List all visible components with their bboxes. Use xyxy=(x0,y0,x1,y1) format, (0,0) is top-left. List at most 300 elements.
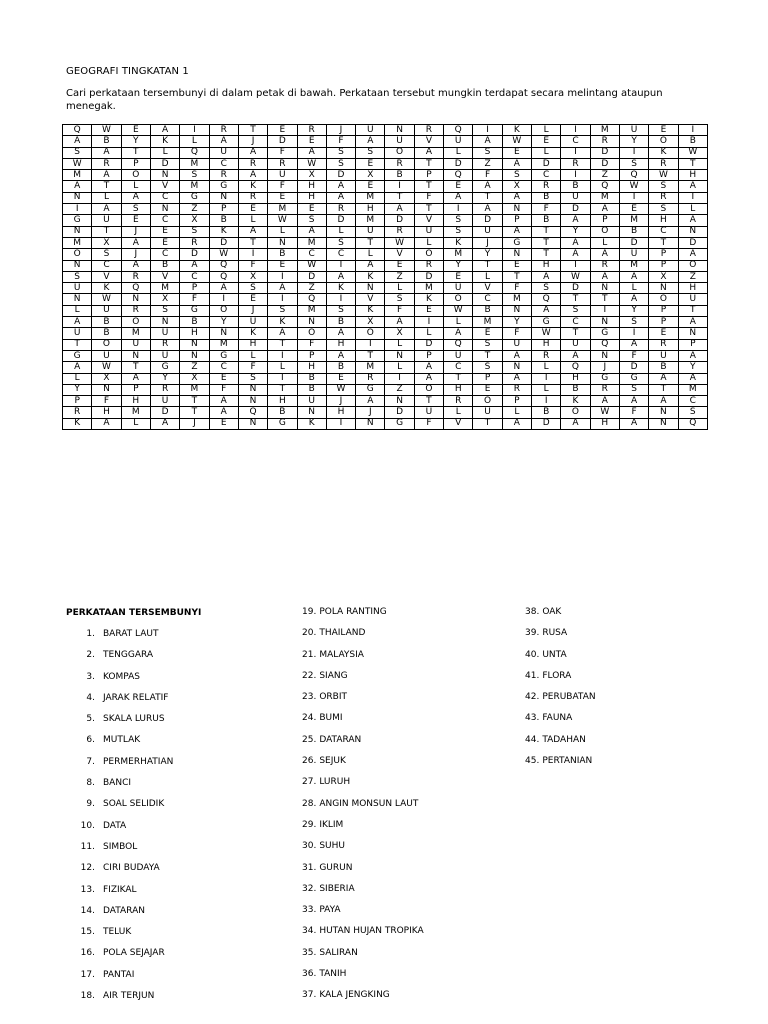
grid-cell: K xyxy=(444,237,473,248)
word-list-number: 1. xyxy=(86,629,95,639)
grid-row xyxy=(63,237,708,248)
grid-cell: W xyxy=(326,384,355,395)
grid-cell: C xyxy=(561,317,590,328)
word-list-word: PERUBATAN xyxy=(542,692,596,703)
grid-cell: Q xyxy=(297,294,326,305)
grid-cell: L xyxy=(92,192,121,203)
grid-cell: L xyxy=(121,418,150,429)
grid-cell: J xyxy=(238,305,267,316)
word-list-word: AIR TERJUN xyxy=(103,991,155,1002)
grid-cell: X xyxy=(150,294,179,305)
grid-cell: K xyxy=(268,317,297,328)
word-list-item xyxy=(302,862,424,883)
grid-cell: T xyxy=(473,350,502,361)
grid-cell: Q xyxy=(619,170,648,181)
grid-cell: U xyxy=(92,305,121,316)
grid-cell: T xyxy=(473,260,502,271)
grid-cell: R xyxy=(209,125,238,136)
word-list-word: SIBERIA xyxy=(319,883,355,894)
grid-cell: S xyxy=(619,317,648,328)
grid-cell: W xyxy=(590,407,619,418)
grid-row xyxy=(63,260,708,271)
grid-cell: K xyxy=(209,226,238,237)
grid-cell: Z xyxy=(678,271,707,282)
grid-cell: F xyxy=(502,328,531,339)
grid-cell: J xyxy=(326,396,355,407)
word-list-number: 24. xyxy=(302,713,317,724)
grid-cell: A xyxy=(678,249,707,260)
grid-cell: C xyxy=(209,158,238,169)
grid-cell: E xyxy=(297,204,326,215)
grid-cell: A xyxy=(326,271,355,282)
word-list-item xyxy=(302,989,424,1010)
grid-cell: S xyxy=(649,181,678,192)
grid-cell: A xyxy=(209,283,238,294)
grid-cell: M xyxy=(356,215,385,226)
grid-cell: R xyxy=(561,158,590,169)
word-list-number: 6. xyxy=(86,735,95,746)
grid-row xyxy=(63,317,708,328)
grid-row xyxy=(63,125,708,136)
grid-cell: R xyxy=(150,339,179,350)
word-list-number: 43. xyxy=(525,713,540,724)
word-list-item xyxy=(302,606,424,627)
grid-cell: A xyxy=(356,396,385,407)
grid-cell: E xyxy=(444,271,473,282)
grid-cell: U xyxy=(150,350,179,361)
grid-cell: O xyxy=(414,249,443,260)
grid-cell: N xyxy=(502,362,531,373)
grid-cell: A xyxy=(268,283,297,294)
word-list-item xyxy=(302,947,424,968)
grid-cell: G xyxy=(590,373,619,384)
word-list-item xyxy=(302,712,424,733)
grid-cell: X xyxy=(502,181,531,192)
grid-cell: N xyxy=(297,407,326,418)
grid-cell: T xyxy=(268,339,297,350)
grid-cell: T xyxy=(414,396,443,407)
grid-cell: M xyxy=(150,283,179,294)
grid-cell: S xyxy=(238,373,267,384)
grid-cell: Q xyxy=(209,260,238,271)
word-list-item xyxy=(79,777,173,798)
grid-cell: G xyxy=(209,181,238,192)
grid-cell: U xyxy=(121,339,150,350)
word-list-item xyxy=(79,692,173,713)
grid-cell: N xyxy=(63,226,92,237)
word-list-number: 30. xyxy=(302,841,317,852)
word-list-word: BANCI xyxy=(103,778,132,789)
grid-cell: B xyxy=(297,373,326,384)
grid-cell: C xyxy=(649,226,678,237)
grid-cell: F xyxy=(238,362,267,373)
word-list-number: 4. xyxy=(86,692,95,703)
grid-cell: Q xyxy=(590,181,619,192)
grid-cell: U xyxy=(356,226,385,237)
grid-cell: R xyxy=(238,192,267,203)
grid-cell: Y xyxy=(63,384,92,395)
word-list-number: 2. xyxy=(86,650,95,661)
grid-cell: A xyxy=(297,147,326,158)
grid-cell: R xyxy=(121,305,150,316)
grid-cell: T xyxy=(502,271,531,282)
grid-cell: A xyxy=(121,237,150,248)
grid-cell: M xyxy=(619,260,648,271)
grid-cell: H xyxy=(121,396,150,407)
word-list-item xyxy=(79,713,173,734)
word-list-item xyxy=(79,798,173,819)
grid-cell: K xyxy=(414,294,443,305)
grid-cell: P xyxy=(502,215,531,226)
word-list-item xyxy=(525,691,596,712)
grid-cell: L xyxy=(532,384,561,395)
grid-cell: H xyxy=(590,418,619,429)
grid-cell: S xyxy=(238,283,267,294)
grid-cell: R xyxy=(326,204,355,215)
grid-cell: W xyxy=(678,147,707,158)
grid-cell: X xyxy=(238,271,267,282)
grid-cell: K xyxy=(297,418,326,429)
word-list-number: 26. xyxy=(302,756,317,767)
grid-cell: S xyxy=(180,170,209,181)
grid-cell: A xyxy=(678,373,707,384)
word-list-word: ANGIN MONSUN LAUT xyxy=(319,798,419,809)
grid-cell: V xyxy=(414,215,443,226)
grid-cell: D xyxy=(150,158,179,169)
word-list-item xyxy=(79,820,173,841)
grid-cell: N xyxy=(356,283,385,294)
grid-cell: D xyxy=(326,170,355,181)
grid-cell: X xyxy=(92,373,121,384)
word-list-word: SKALA LURUS xyxy=(103,714,165,725)
word-list-column-3 xyxy=(525,606,596,776)
grid-cell: I xyxy=(532,396,561,407)
grid-cell: R xyxy=(649,192,678,203)
grid-cell: A xyxy=(532,271,561,282)
grid-cell: E xyxy=(532,136,561,147)
grid-cell: A xyxy=(590,249,619,260)
grid-cell: A xyxy=(92,147,121,158)
grid-cell: O xyxy=(209,305,238,316)
grid-cell: I xyxy=(268,271,297,282)
grid-cell: L xyxy=(268,226,297,237)
grid-cell: A xyxy=(561,215,590,226)
grid-cell: A xyxy=(209,407,238,418)
grid-cell: B xyxy=(297,384,326,395)
grid-cell: S xyxy=(268,305,297,316)
grid-cell: Q xyxy=(63,125,92,136)
word-list-word: KOMPAS xyxy=(103,671,140,682)
grid-cell: E xyxy=(473,328,502,339)
grid-cell: E xyxy=(297,136,326,147)
grid-cell: A xyxy=(209,136,238,147)
grid-cell: L xyxy=(473,271,502,282)
grid-cell: M xyxy=(414,283,443,294)
grid-cell: F xyxy=(414,418,443,429)
grid-cell: O xyxy=(444,294,473,305)
grid-cell: S xyxy=(473,147,502,158)
grid-cell: C xyxy=(532,170,561,181)
grid-cell: B xyxy=(649,362,678,373)
grid-cell: A xyxy=(502,350,531,361)
grid-cell: N xyxy=(180,350,209,361)
grid-cell: A xyxy=(385,204,414,215)
word-list-item xyxy=(302,691,424,712)
grid-cell: A xyxy=(502,192,531,203)
grid-cell: D xyxy=(590,147,619,158)
word-list-item xyxy=(79,628,173,649)
grid-row xyxy=(63,181,708,192)
grid-cell: N xyxy=(502,204,531,215)
grid-cell: L xyxy=(502,407,531,418)
grid-cell: H xyxy=(326,339,355,350)
grid-cell: K xyxy=(63,418,92,429)
grid-cell: U xyxy=(356,125,385,136)
word-list-item xyxy=(79,905,173,926)
grid-cell: O xyxy=(590,226,619,237)
grid-cell: V xyxy=(150,271,179,282)
grid-cell: D xyxy=(385,215,414,226)
grid-cell: U xyxy=(561,192,590,203)
word-list-word: SALIRAN xyxy=(319,947,358,958)
grid-cell: A xyxy=(473,136,502,147)
grid-cell: R xyxy=(356,373,385,384)
grid-cell: C xyxy=(473,294,502,305)
grid-cell: A xyxy=(561,418,590,429)
grid-cell: C xyxy=(444,362,473,373)
grid-cell: O xyxy=(649,136,678,147)
grid-cell: S xyxy=(150,305,179,316)
grid-cell: O xyxy=(297,328,326,339)
grid-cell: G xyxy=(268,418,297,429)
grid-cell: M xyxy=(297,237,326,248)
grid-cell: D xyxy=(619,362,648,373)
grid-cell: A xyxy=(121,260,150,271)
grid-cell: O xyxy=(92,339,121,350)
grid-cell: S xyxy=(63,271,92,282)
grid-cell: T xyxy=(590,294,619,305)
grid-cell: H xyxy=(268,396,297,407)
grid-cell: F xyxy=(473,170,502,181)
grid-cell: N xyxy=(385,125,414,136)
grid-cell: Q xyxy=(180,147,209,158)
grid-cell: N xyxy=(649,418,678,429)
grid-row xyxy=(63,170,708,181)
grid-cell: Q xyxy=(238,407,267,418)
grid-cell: A xyxy=(444,192,473,203)
grid-cell: L xyxy=(180,136,209,147)
grid-cell: S xyxy=(121,204,150,215)
grid-cell: D xyxy=(326,215,355,226)
grid-cell: S xyxy=(297,215,326,226)
word-list-number: 33. xyxy=(302,905,317,916)
grid-cell: M xyxy=(297,305,326,316)
grid-row xyxy=(63,373,708,384)
grid-cell: T xyxy=(121,362,150,373)
grid-cell: X xyxy=(180,373,209,384)
grid-cell: I xyxy=(268,373,297,384)
grid-cell: U xyxy=(92,350,121,361)
grid-cell: I xyxy=(532,373,561,384)
grid-cell: P xyxy=(297,350,326,361)
word-list-number: 35. xyxy=(302,947,317,958)
grid-cell: D xyxy=(414,339,443,350)
grid-cell: N xyxy=(678,226,707,237)
grid-cell: G xyxy=(209,350,238,361)
word-list-number: 40. xyxy=(525,649,540,660)
word-list-number: 7. xyxy=(86,756,95,767)
grid-cell: H xyxy=(444,384,473,395)
grid-cell: N xyxy=(238,384,267,395)
grid-cell: O xyxy=(561,407,590,418)
grid-cell: P xyxy=(209,204,238,215)
word-list-number: 20. xyxy=(302,628,317,639)
word-list-item xyxy=(302,670,424,691)
grid-cell: N xyxy=(649,283,678,294)
grid-cell: S xyxy=(92,249,121,260)
grid-cell: H xyxy=(92,407,121,418)
grid-cell: A xyxy=(649,396,678,407)
grid-cell: A xyxy=(678,181,707,192)
grid-cell: A xyxy=(473,204,502,215)
word-list-item xyxy=(525,712,596,733)
grid-cell: E xyxy=(268,192,297,203)
grid-cell: R xyxy=(121,271,150,282)
grid-cell: C xyxy=(561,136,590,147)
grid-cell: I xyxy=(561,260,590,271)
grid-cell: E xyxy=(150,237,179,248)
word-list-number: 25. xyxy=(302,734,317,745)
word-list-item xyxy=(302,968,424,989)
grid-cell: R xyxy=(649,339,678,350)
grid-cell: L xyxy=(444,407,473,418)
word-list-item xyxy=(302,904,424,925)
grid-cell: A xyxy=(532,305,561,316)
word-list-word: SIANG xyxy=(319,670,348,681)
grid-cell: T xyxy=(414,181,443,192)
grid-cell: D xyxy=(561,283,590,294)
grid-cell: T xyxy=(473,192,502,203)
word-list-item xyxy=(79,862,173,883)
grid-cell: L xyxy=(385,362,414,373)
grid-cell: S xyxy=(326,305,355,316)
word-list-word: TENGGARA xyxy=(103,650,154,661)
grid-cell: L xyxy=(414,237,443,248)
grid-cell: D xyxy=(619,237,648,248)
grid-cell: F xyxy=(92,396,121,407)
grid-cell: S xyxy=(444,215,473,226)
grid-cell: A xyxy=(561,237,590,248)
grid-cell: A xyxy=(619,396,648,407)
grid-cell: P xyxy=(121,384,150,395)
grid-cell: X xyxy=(356,170,385,181)
grid-cell: M xyxy=(473,317,502,328)
grid-cell: E xyxy=(356,158,385,169)
grid-cell: R xyxy=(502,384,531,395)
grid-cell: A xyxy=(619,294,648,305)
grid-cell: Z xyxy=(180,362,209,373)
grid-cell: U xyxy=(619,125,648,136)
grid-cell: H xyxy=(649,215,678,226)
grid-cell: I xyxy=(268,294,297,305)
word-list-word: OAK xyxy=(542,607,562,617)
grid-row xyxy=(63,305,708,316)
grid-cell: A xyxy=(473,181,502,192)
grid-cell: N xyxy=(297,317,326,328)
word-list-number: 11. xyxy=(80,841,95,852)
grid-row xyxy=(63,418,708,429)
grid-cell: B xyxy=(678,136,707,147)
word-list-number: 18. xyxy=(80,991,95,1002)
grid-cell: E xyxy=(268,260,297,271)
grid-cell: T xyxy=(532,249,561,260)
grid-cell: G xyxy=(356,384,385,395)
word-list-word: UNTA xyxy=(542,649,567,660)
grid-cell: E xyxy=(150,226,179,237)
grid-cell: E xyxy=(502,260,531,271)
grid-cell: D xyxy=(590,158,619,169)
grid-cell: W xyxy=(209,249,238,260)
grid-row xyxy=(63,328,708,339)
grid-cell: I xyxy=(561,147,590,158)
grid-cell: H xyxy=(297,192,326,203)
grid-cell: C xyxy=(150,192,179,203)
grid-row xyxy=(63,294,708,305)
grid-cell: T xyxy=(63,339,92,350)
word-list-item xyxy=(525,627,596,648)
grid-row xyxy=(63,215,708,226)
grid-cell: A xyxy=(502,418,531,429)
grid-cell: O xyxy=(649,294,678,305)
word-list-word: JARAK RELATIF xyxy=(103,692,169,703)
grid-cell: E xyxy=(209,373,238,384)
grid-cell: A xyxy=(649,373,678,384)
grid-cell: Y xyxy=(209,317,238,328)
grid-cell: I xyxy=(619,192,648,203)
grid-cell: I xyxy=(414,317,443,328)
grid-cell: K xyxy=(238,328,267,339)
word-list-word: SUHU xyxy=(319,841,345,852)
grid-cell: T xyxy=(92,181,121,192)
grid-cell: B xyxy=(268,249,297,260)
grid-cell: M xyxy=(180,384,209,395)
grid-cell: M xyxy=(619,215,648,226)
grid-cell: T xyxy=(678,158,707,169)
grid-cell: D xyxy=(532,418,561,429)
grid-cell: I xyxy=(238,249,267,260)
grid-cell: N xyxy=(92,384,121,395)
grid-cell: R xyxy=(414,260,443,271)
grid-cell: W xyxy=(297,260,326,271)
word-list-column-2 xyxy=(302,606,424,1011)
grid-row xyxy=(63,249,708,260)
grid-cell: A xyxy=(414,362,443,373)
grid-cell: R xyxy=(590,384,619,395)
grid-cell: T xyxy=(561,294,590,305)
word-list-word: KALA JENGKING xyxy=(319,990,390,1001)
grid-cell: X xyxy=(356,317,385,328)
grid-cell: N xyxy=(385,396,414,407)
grid-cell: J xyxy=(238,136,267,147)
word-list-number: 44. xyxy=(525,734,540,745)
grid-cell: H xyxy=(678,170,707,181)
word-list-number: 23. xyxy=(302,692,317,703)
grid-cell: E xyxy=(473,384,502,395)
grid-cell: O xyxy=(414,384,443,395)
grid-cell: D xyxy=(268,136,297,147)
grid-cell: A xyxy=(121,373,150,384)
grid-cell: P xyxy=(180,283,209,294)
